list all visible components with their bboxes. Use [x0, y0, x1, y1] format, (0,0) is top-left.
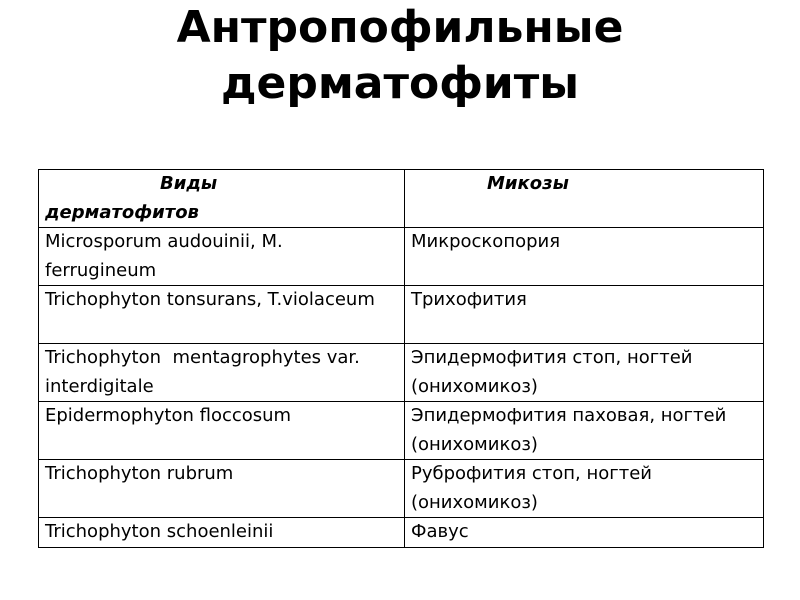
mycosis-cell: Трихофития — [405, 286, 764, 344]
mycosis-cell: Эпидермофития паховая, ногтей (онихомикоз) — [405, 402, 764, 460]
slide-title-line-1: Антропофильные — [176, 2, 624, 53]
species-cell: Trichophyton mentagrophytes var. interdigitale — [39, 344, 405, 402]
table-row — [39, 228, 764, 286]
slide-title-line-2: дерматофиты — [220, 58, 580, 109]
mycosis-cell: Руброфития стоп, ногтей (онихомикоз) — [405, 460, 764, 518]
species-cell: Epidermophyton floccosum — [39, 402, 405, 460]
species-cell: Trichophyton tonsurans, T.violaceum — [39, 286, 405, 344]
slide-title — [0, 0, 800, 112]
table-row — [39, 460, 764, 518]
mycosis-cell: Фавус — [405, 518, 764, 548]
header-mycoses-label: Микозы — [487, 173, 569, 194]
species-cell: Microsporum audouinii, M. ferrugineum — [39, 228, 405, 286]
header-species-line-1: Виды — [160, 173, 218, 194]
header-species-line-2: дерматофитов — [45, 201, 199, 223]
table-row — [39, 402, 764, 460]
table-row — [39, 344, 764, 402]
species-cell: Trichophyton rubrum — [39, 460, 405, 518]
table-row — [39, 518, 764, 548]
table-header-row — [39, 170, 764, 228]
header-mycoses — [405, 170, 764, 228]
table-row — [39, 286, 764, 344]
mycosis-cell: Эпидермофития стоп, ногтей (онихомикоз) — [405, 344, 764, 402]
header-species — [39, 170, 405, 228]
mycosis-cell: Микроскопория — [405, 228, 764, 286]
dermatophytes-table — [38, 169, 764, 548]
species-cell: Trichophyton schoenleinii — [39, 518, 405, 548]
